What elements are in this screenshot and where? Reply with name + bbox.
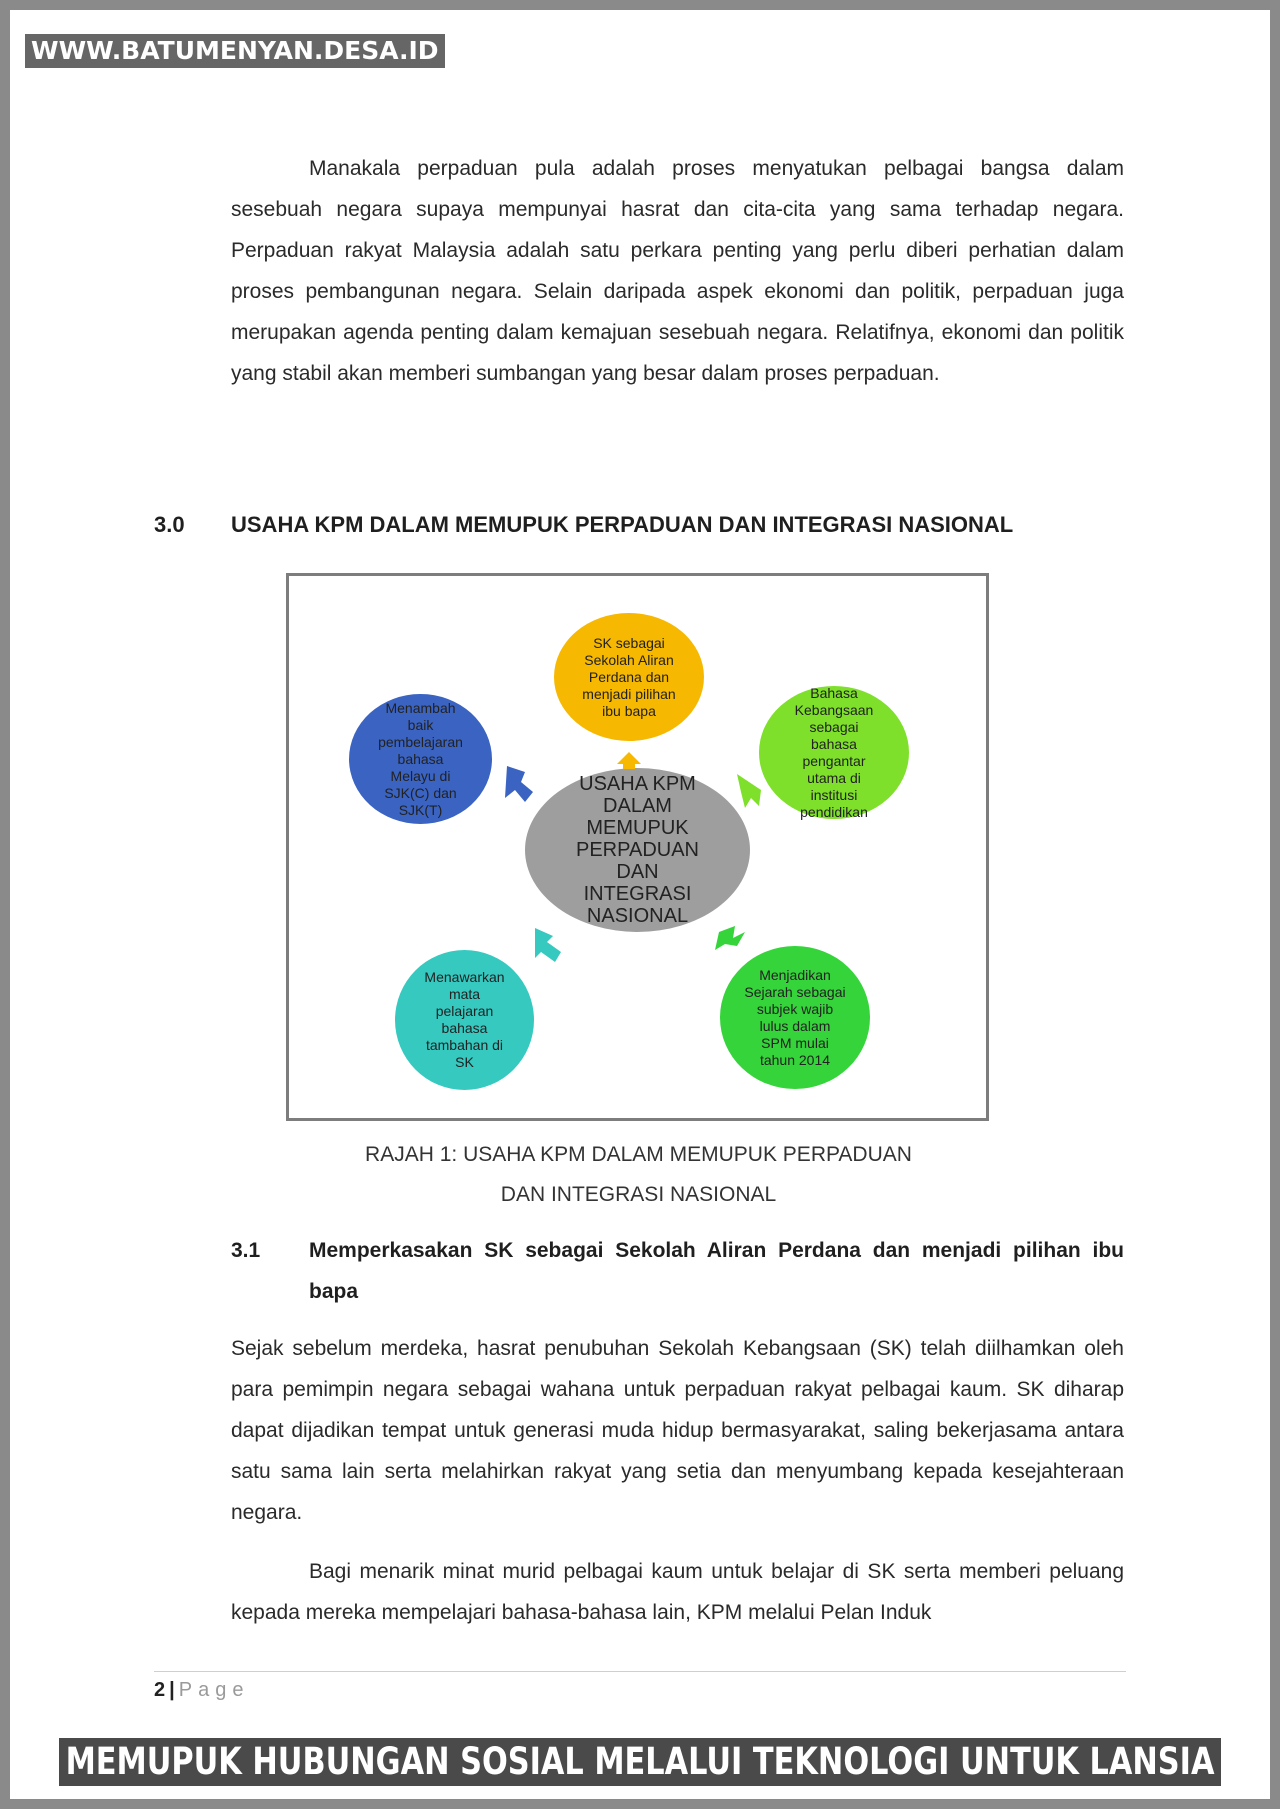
- footer-divider: [154, 1671, 1126, 1672]
- diagram-node-center: [525, 768, 750, 932]
- page-number: 2: [154, 1679, 166, 1701]
- page-footer: [154, 1679, 249, 1702]
- section-title: USAHA KPM DALAM MEMUPUK PERPADUAN DAN INTEGRASI NASIONAL: [231, 512, 1014, 537]
- diagram-box: [286, 573, 989, 1121]
- diagram-node-bottom-right: [720, 946, 870, 1089]
- arrow-down-left-icon: [535, 928, 561, 962]
- diagram-node-bottom-left: [395, 950, 534, 1090]
- caption-line-2: DAN INTEGRASI NASIONAL: [500, 1183, 777, 1206]
- intro-paragraph: Manakala perpaduan pula adalah proses menyatukan pelbagai bangsa dalam sesebuah negara supaya mempunyai hasrat dan cita-cita yang sama terhadap negara. Perpaduan rakyat Malaysia adalah satu perkara penting yang perlu diberi perhatian dalam proses pembangunan negara. Selain daripada aspek ekonomi dan politik, perpaduan juga merupakan agenda penting dalam kemajuan sesebuah negara. Relatifnya, ekonomi dan politik yang stabil akan memberi sumbangan yang besar dalam proses perpaduan.: [231, 157, 1124, 385]
- diagram-node-right: [759, 686, 909, 819]
- node-text: Menambah baik pembelajaran bahasa Melayu di SJK(C) dan SJK(T): [378, 699, 463, 818]
- arrow-down-right-icon: [715, 926, 745, 950]
- node-text: USAHA KPM DALAM MEMUPUK PERPADUAN DAN INTEGRASI NASIONAL: [576, 773, 699, 927]
- section-number: 3.1: [231, 1239, 261, 1262]
- caption-line-1: RAJAH 1: USAHA KPM DALAM MEMUPUK PERPADUAN: [365, 1143, 912, 1166]
- page-label: Page: [178, 1679, 250, 1701]
- title-banner: MEMUPUK HUBUNGAN SOSIAL MELALUI TEKNOLOGI UNTUK LANSIA: [59, 1738, 1221, 1786]
- node-text: Bahasa Kebangsaan sebagai bahasa pengantar utama di institusi pendidikan: [794, 684, 874, 820]
- diagram-node-left: [349, 694, 492, 824]
- arrow-left-up-icon: [505, 766, 533, 802]
- diagram-node-top: [554, 613, 704, 741]
- footer-separator: |: [169, 1679, 175, 1701]
- node-text: Menjadikan Sejarah sebagai subjek wajib lulus dalam SPM mulai tahun 2014: [744, 966, 846, 1068]
- section-heading-3-1: [231, 1230, 1124, 1312]
- paragraph-3-1-b: Bagi menarik minat murid pelbagai kaum untuk belajar di SK serta memberi peluang kepada mereka mempelajari bahasa-bahasa lain, KPM melalui Pelan Induk: [231, 1560, 1124, 1624]
- paragraph-3-1-a: Sejak sebelum merdeka, hasrat penubuhan Sekolah Kebangsaan (SK) telah diilhamkan oleh para pemimpin negara sebagai wahana untuk perpaduan rakyat pelbagai kaum. SK diharap dapat dijadikan tempat untuk generasi muda hidup bermasyarakat, saling bekerjasama antara satu sama lain serta melahirkan rakyat yang setia dan menyumbang kepada kesejahteraan negara.: [231, 1337, 1124, 1524]
- section-title: Memperkasakan SK sebagai Sekolah Aliran Perdana dan menjadi pilihan ibu bapa: [309, 1239, 1124, 1303]
- site-watermark: WWW.BATUMENYAN.DESA.ID: [25, 34, 445, 68]
- section-number: 3.0: [154, 512, 185, 537]
- arrow-right-up-icon: [737, 774, 761, 808]
- figure-caption: [231, 1135, 1046, 1215]
- node-text: Menawarkan mata pelajaran bahasa tambahan di SK: [424, 969, 505, 1070]
- node-text: SK sebagai Sekolah Aliran Perdana dan menjadi pilihan ibu bapa: [582, 634, 676, 719]
- arrow-up-icon: [617, 752, 641, 769]
